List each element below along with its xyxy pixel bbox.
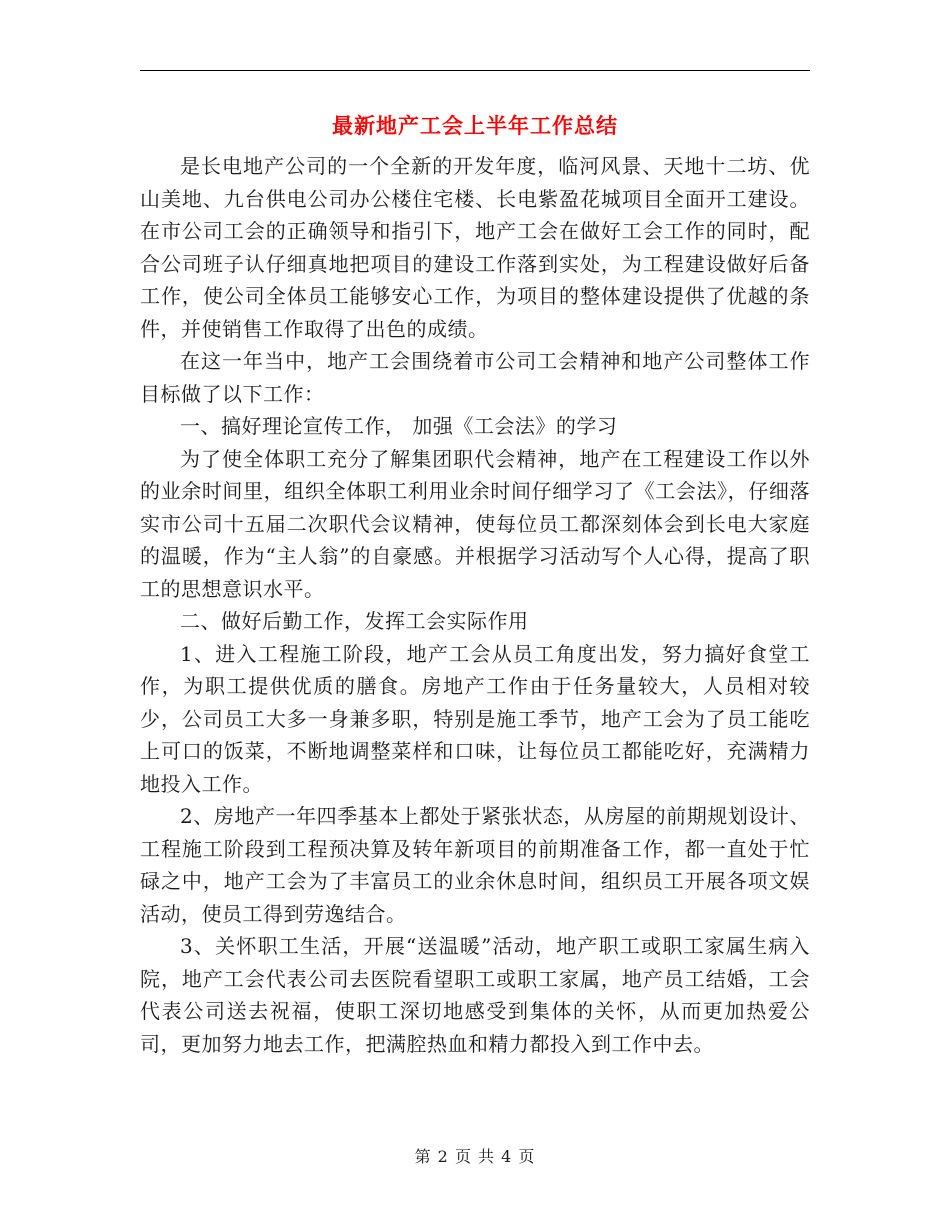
paragraph-intro: 是长电地产公司的一个全新的开发年度，临河风景、天地十二坊、优山美地、九台供电公司办公楼住宅楼、长电紫盈花城项目全面开工建设。在市公司工会的正确领导和指引下，地产工会在做好工会工作的同时，配合公司班子认仔细真地把项目的建设工作落到实处，为工程建设做好后备工作，使公司全体员工能够安心工作，为项目的整体建设提供了优越的条件，并使销售工作取得了出色的成绩。 — [140, 154, 810, 341]
page-number: 第 2 页 共 4 页 — [414, 1147, 536, 1166]
paragraph-item-3: 3、关怀职工生活，开展“送温暖”活动，地产职工或职工家属生病入院，地产工会代表公司去医院看望职工或职工家属，地产员工结婚，工会代表公司送去祝福，使职工深切地感受到集体的关怀，从而更加热爱公司，更加努力地去工作，把满腔热血和精力都投入到工作中去。 — [140, 934, 810, 1056]
header-rule — [140, 70, 810, 71]
section-heading-theory: 一、搞好理论宣传工作， 加强《工会法》的学习 — [180, 414, 618, 438]
paragraph-theory: 为了使全体职工充分了解集团职代会精神，地产在工程建设工作以外的业余时间里，组织全体职工利用业余时间仔细学习了《工会法》，仔细落实市公司十五届二次职代会议精神，使每位员工都深刻体会到长电大家庭的温暖，作为“主人翁”的自豪感。并根据学习活动写个人心得，提高了职工的思想意识水平。 — [140, 446, 810, 601]
document-title: 最新地产工会上半年工作总结 — [332, 113, 618, 138]
paragraph-item-1: 1、进入工程施工阶段，地产工会从员工角度出发，努力搞好食堂工作，为职工提供优质的膳食。房地产工作由于任务量较大，人员相对较少，公司员工大多一身兼多职，特别是施工季节，地产工会为了员工能吃上可口的饭菜，不断地调整菜样和口味，让每位员工都能吃好，充满精力地投入工作。 — [140, 641, 810, 796]
paragraph-overview: 在这一年当中，地产工会围绕着市公司工会精神和地产公司整体工作目标做了以下工作： — [140, 349, 810, 406]
document-body — [140, 150, 810, 1060]
paragraph-item-2: 2、房地产一年四季基本上都处于紧张状态，从房屋的前期规划设计、工程施工阶段到工程预决算及转年新项目的前期准备工作，都一直处于忙碌之中，地产工会为了丰富员工的业余休息时间，组织员工开展各项文娱活动，使员工得到劳逸结合。 — [140, 804, 810, 926]
section-heading-logistics: 二、做好后勤工作，发挥工会实际作用 — [180, 609, 529, 633]
